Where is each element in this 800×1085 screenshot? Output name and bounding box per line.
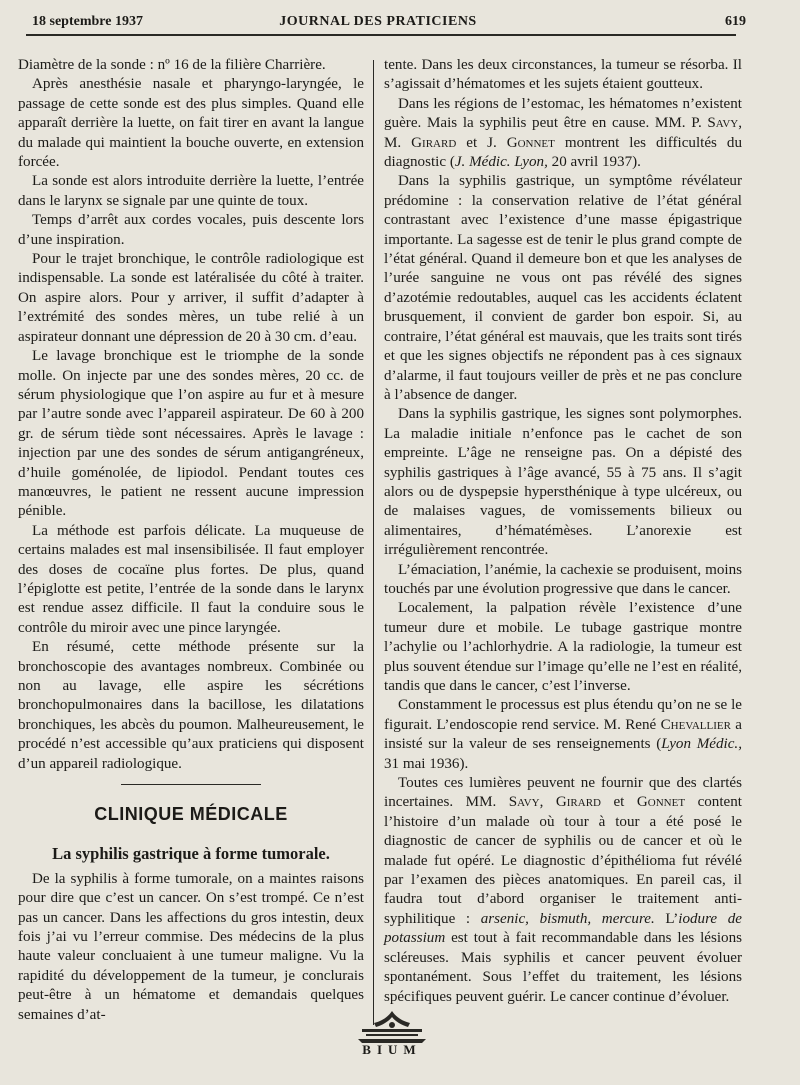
author-name: Savy bbox=[508, 794, 540, 811]
paragraph: Le lavage bronchique est le triomphe de la sonde molle. On injecte par une des sondes mères, 20 cc. de sérum physiologique que l’on aspire au fur et à mesure par l’autre sonde avec l’appareil aspirateur. De 60 à 200 gr. de sérum tiède sont nécessaires. Après le lavage : injection par une des sondes de sérum antigangréneux, d’huile goménolée, de lipiodol. Pendant toutes ces manœuvres, le patient ne ressent aucune impression pénible. bbox=[18, 348, 364, 520]
paragraph: Temps d’arrêt aux cordes vocales, puis descente lors d’une inspiration. bbox=[18, 212, 364, 248]
left-column bbox=[18, 56, 364, 1025]
paragraph: Dans les régions de l’estomac, les hématomes n’existent guère. Mais la syphilis peut être en cause. MM. P. Savy, M. Girard et J. Gonnet montrent les difficultés du diagnostic (J. Médic. Lyon, 20 avril 1937). bbox=[384, 95, 742, 171]
logo-text: BIUM bbox=[362, 1042, 422, 1057]
author-name: Chevallier bbox=[660, 716, 731, 733]
paragraph: De la syphilis à forme tumorale, on a maintes raisons pour dire que c’est un cancer. On s’est trompé. Ce n’est pas un cancer. Dans les affections du gros intestin, deux fois j’ai vu l’erreur commise. Des médecins de la plus haute valeur concluaient à une tumeur maligne. Vu la rapidité du développement de la tumeur, je conclurais peut-être à un hématome et demandais quelques semaines d’at- bbox=[18, 870, 364, 1023]
paragraph: La méthode est parfois délicate. La muqueuse de certains malades est mal insensibilisée. Il faut employer des doses de cocaïne plus fortes. De plus, quand l’épiglotte est petite, l’entrée de la sonde dans le larynx est rendue assez difficile. Il faut la conduire sous le contrôle du miroir avec une pince laryngée. bbox=[18, 522, 364, 636]
citation-reference: J. Médic. Lyon, bbox=[454, 154, 548, 171]
paragraph: Constamment le processus est plus étendu qu’on ne se le figurait. L’endoscopie rend service. M. René Chevallier a insisté sur la valeur de ses renseignements (Lyon Médic., 31 mai 1936). bbox=[384, 697, 742, 772]
paragraph: Dans la syphilis gastrique, un symptôme révélateur prédomine : la conservation relative de l’état général contrastant avec l’existence d’une masse épigastrique importante. La sagesse est de tenir le plus grand compte de l’état général. Quand il demeure bon et que les analyses de l’urée sanguine ne vous ont pas révélé des signes d’azotémie redoutables, auquel cas les accidents éclatent brusquement, il convient de garder bon espoir. Si, au contraire, l’état général est mauvais, que les traits sont tirés et que les signes objectifs ne répondent pas à ces signaux d’alarme, il faut toujours veiller de près et ne pas conclure à l’absence de danger. bbox=[384, 173, 742, 403]
paragraph: En résumé, cette méthode présente sur la bronchoscopie des avantages nombreux. Combinée ou non au lavage, elle aspire les sécrétions bronchopulmonaires dans la bacillose, les dilatations bronchiques, les abcès du poumon. Malheureusement, le procédé n’est accessible qu’aux praticiens qui disposent d’un appareil radiologique. bbox=[18, 639, 364, 772]
paragraph: tente. Dans les deux circonstances, la tumeur se résorba. Il s’agissait d’hématomes et les sujets étaient goutteux. bbox=[384, 57, 742, 93]
page-header bbox=[28, 10, 746, 36]
drug-list: arsenic, bismuth, mercure. bbox=[480, 910, 655, 927]
column-divider bbox=[373, 60, 374, 1025]
right-column bbox=[384, 56, 742, 1007]
header-journal-title: JOURNAL DES PRATICIENS bbox=[279, 14, 477, 29]
paragraph: La sonde est alors introduite derrière la luette, l’entrée dans le larynx se signale par une quinte de toux. bbox=[18, 173, 364, 209]
paragraph: Localement, la palpation révèle l’existence d’une tumeur dure et mobile. Le tubage gastrique montre l’achylie ou l’achlorhydrie. A la radiologie, la tumeur est plus souvent étendue sur l’image qu’elle ne l’est en réalité, tandis que dans le cancer, c’est l’inverse. bbox=[384, 600, 742, 694]
author-name: Gonnet bbox=[506, 134, 555, 151]
author-name: Gonnet bbox=[636, 794, 686, 811]
section-title: CLINIQUE MÉDICALE bbox=[94, 804, 288, 825]
header-page-number: 619 bbox=[725, 14, 746, 29]
paragraph: L’émaciation, l’anémie, la cachexie se produisent, moins touchés par une évolution progressive que dans le cancer. bbox=[384, 561, 742, 597]
drug-name: iodure de potassium bbox=[384, 910, 742, 947]
author-name: Girard bbox=[555, 794, 601, 811]
paragraph: Pour le trajet bronchique, le contrôle radiologique est indispensable. La sonde est latéralisée du côté à traiter. On aspire alors. Pour y arriver, il suffit d’adapter à l’extrémité des sondes mères, un tube relié à un aspirateur donnant une dépression de 20 à 30 cm. d’eau. bbox=[18, 251, 364, 345]
header-date: 18 septembre 1937 bbox=[32, 14, 143, 29]
author-name: Girard bbox=[411, 134, 457, 151]
article-title: La syphilis gastrique à forme tumorale. bbox=[52, 844, 330, 864]
citation-reference: Lyon Médic., bbox=[661, 736, 742, 753]
paragraph: Diamètre de la sonde : nº 16 de la filière Charrière. bbox=[18, 57, 326, 73]
paragraph: Dans la syphilis gastrique, les signes sont polymorphes. La maladie initiale n’enfonce pas le cachet de son empreinte. L’âge ne renseigne pas. On a dépisté des syphilis gastriques à l’âge avancé, 55 à 75 ans. Il s’agit alors ou de dyspepsie hypersthénique à type ulcéreux, ou de malaises vagues, de vomissements bilieux ou alimentaires, d’hématémèses. L’anorexie est irrégulièrement rencontrée. bbox=[384, 406, 742, 559]
author-name: Savy bbox=[707, 115, 739, 132]
paragraph: Toutes ces lumières peuvent ne fournir que des clartés incertaines. MM. Savy, Girard et Gonnet content l’histoire d’un malade où tour à tour a été posé le diagnostic de cancer de syphilis ou de cancer et où le malade fut opéré. Le diagnostic d’épithélioma fut révélé par l’examen des pièces anatomiques. En pareil cas, il faudra tout d’abord organiser le traitement anti-syphilitique : arsenic, bismuth, mercure. L’iodure de potassium est tout à fait recommandable dans les lésions scléreuses. Mais syphilis et cancer peuvent évoluer spontanément. Sous l’effet du traitement, les lésions spécifiques peuvent guérir. Le cancer continue d’évoluer. bbox=[384, 775, 742, 1005]
paragraph: Après anesthésie nasale et pharyngo-laryngée, le passage de cette sonde est des plus simples. Quand elle apparaît derrière la luette, on fait tirer en avant la langue du malade qui maintient la bouche ouverte, en extension forcée. bbox=[18, 76, 364, 171]
header-rule bbox=[26, 34, 736, 36]
section-rule bbox=[121, 784, 261, 785]
